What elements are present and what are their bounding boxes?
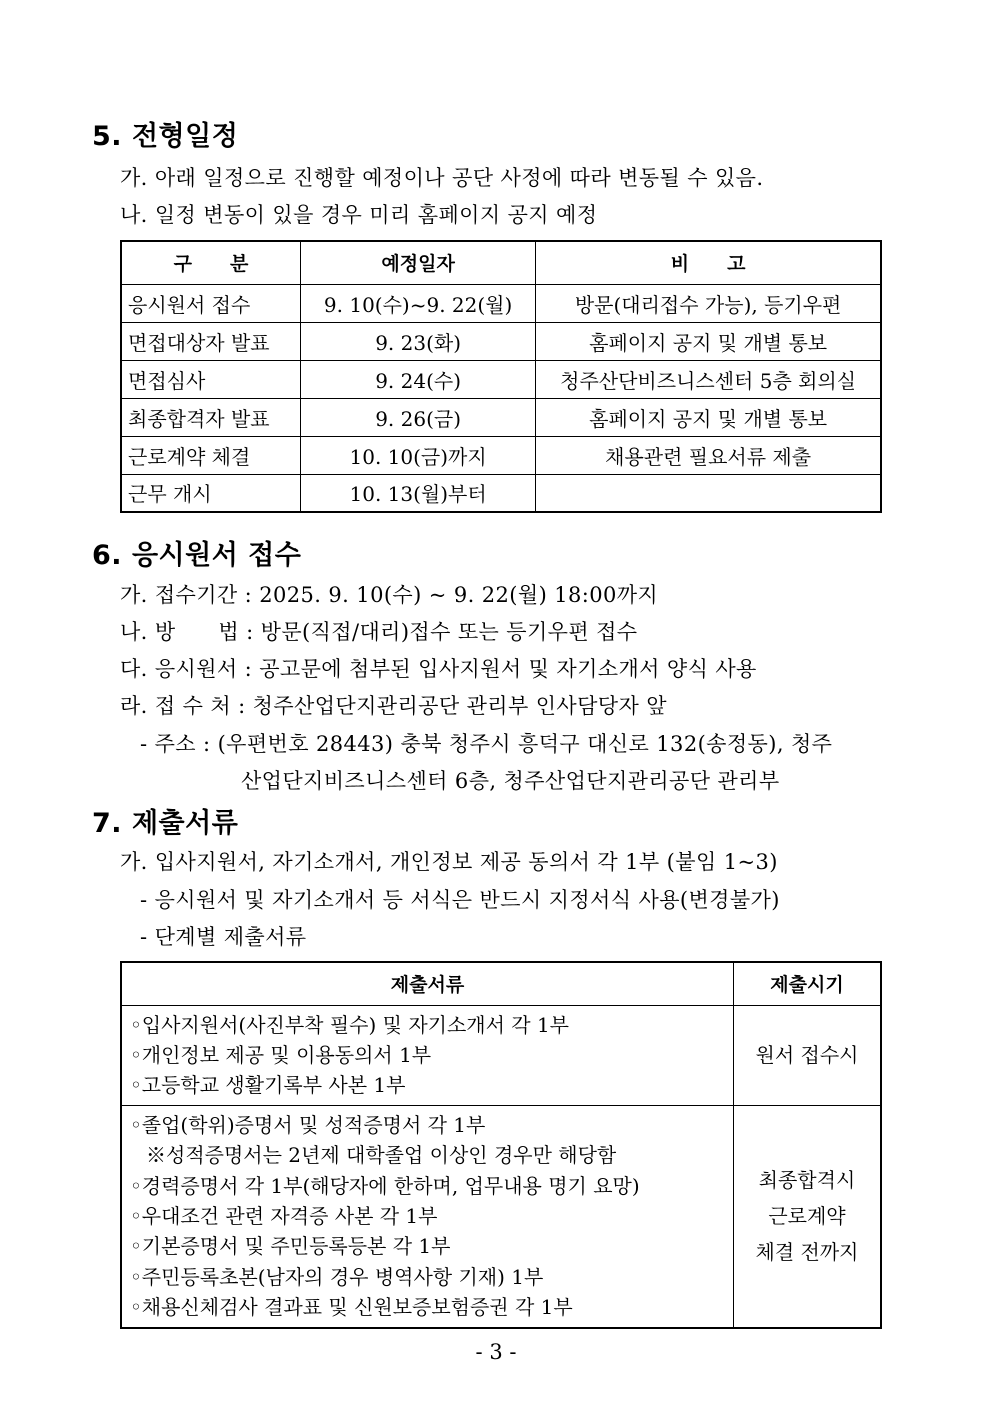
- list-item: ◦채용신체검사 결과표 및 신원보증보험증권 각 1부: [130, 1295, 573, 1320]
- section6-line-d: 라. 접 수 처 : 청주산업단지관리공단 관리부 인사담당자 앞: [120, 694, 667, 718]
- row-date: 9. 24(수): [300, 360, 535, 398]
- header-date: 예정일자: [300, 241, 535, 284]
- row-note: 채용관련 필요서류 제출: [536, 436, 881, 474]
- section6-line-c: 다. 응시원서 : 공고문에 첨부된 입사지원서 및 자기소개서 양식 사용: [120, 657, 757, 681]
- list-item: ◦기본증명서 및 주민등록등본 각 1부: [130, 1234, 451, 1259]
- row-note: 청주산단비즈니스센터 5층 회의실: [536, 360, 881, 398]
- row-date: 10. 10(금)까지: [300, 436, 535, 474]
- row-date: 9. 26(금): [300, 398, 535, 436]
- list-item: ◦졸업(학위)증명서 및 성적증명서 각 1부: [130, 1112, 486, 1137]
- timing-group-1: 원서 접수시: [733, 1005, 881, 1105]
- header-note: 비 고: [536, 241, 881, 284]
- section7-line-c: - 단계별 제출서류: [140, 925, 307, 949]
- table-row: [121, 360, 881, 398]
- table-row: [121, 1005, 881, 1105]
- row-date: 9. 10(수)~9. 22(월): [300, 284, 535, 322]
- documents-group-2: [121, 1105, 733, 1327]
- table-row: [121, 474, 881, 512]
- row-date: 10. 13(월)부터: [300, 474, 535, 512]
- section7-heading: 7. 제출서류: [92, 808, 239, 839]
- page-number: - 3 -: [475, 1340, 517, 1364]
- section6-address-1: - 주소 : (우편번호 28443) 충북 청주시 흥덕구 대신로 132(송정동), 청주: [140, 732, 833, 756]
- section6-line-a: 가. 접수기간 : 2025. 9. 10(수) ~ 9. 22(월) 18:00까지: [120, 583, 659, 607]
- header-documents: 제출서류: [121, 962, 733, 1005]
- documents-group-1: [121, 1005, 733, 1105]
- list-item: ◦입사지원서(사진부착 필수) 및 자기소개서 각 1부: [130, 1012, 569, 1037]
- timing-line: 최종합격시: [758, 1168, 856, 1193]
- table-row: [121, 1105, 881, 1327]
- list-item: ◦주민등록초본(남자의 경우 병역사항 기재) 1부: [130, 1264, 544, 1289]
- list-item: ◦고등학교 생활기록부 사본 1부: [130, 1073, 406, 1098]
- list-item: ◦경력증명서 각 1부(해당자에 한하며, 업무내용 명기 요망): [130, 1173, 640, 1198]
- schedule-header-row: [121, 241, 881, 284]
- timing-group-2: [733, 1105, 881, 1327]
- section6-address-2: 산업단지비즈니스센터 6층, 청주산업단지관리공단 관리부: [241, 769, 780, 793]
- timing-line: 근로계약: [768, 1204, 846, 1229]
- schedule-table: [120, 240, 882, 513]
- section7-line-a: 가. 입사지원서, 자기소개서, 개인정보 제공 동의서 각 1부 (붙임 1~3): [120, 850, 778, 874]
- section5-line-a: 가. 아래 일정으로 진행할 예정이나 공단 사정에 따라 변동될 수 있음.: [120, 166, 764, 190]
- section7-line-b: - 응시원서 및 자기소개서 등 서식은 반드시 지정서식 사용(변경불가): [140, 888, 780, 912]
- row-note: 방문(대리접수 가능), 등기우편: [536, 284, 881, 322]
- row-note: 홈페이지 공지 및 개별 통보: [536, 322, 881, 360]
- row-note: [536, 474, 881, 512]
- timing-line: 체결 전까지: [755, 1240, 859, 1265]
- header-category: 구 분: [121, 241, 300, 284]
- documents-table: [120, 961, 882, 1329]
- table-row: [121, 436, 881, 474]
- row-category: 면접대상자 발표: [121, 322, 300, 360]
- row-category: 응시원서 접수: [121, 284, 300, 322]
- row-date: 9. 23(화): [300, 322, 535, 360]
- header-timing: 제출시기: [733, 962, 881, 1005]
- row-category: 최종합격자 발표: [121, 398, 300, 436]
- list-item-note: ※성적증명서는 2년제 대학졸업 이상인 경우만 해당함: [146, 1143, 617, 1168]
- section5-line-b: 나. 일정 변동이 있을 경우 미리 홈페이지 공지 예정: [120, 203, 598, 227]
- table-row: [121, 398, 881, 436]
- row-category: 면접심사: [121, 360, 300, 398]
- section6-line-b: 나. 방 법 : 방문(직접/대리)접수 또는 등기우편 접수: [120, 620, 638, 644]
- row-category: 근무 개시: [121, 474, 300, 512]
- table-row: [121, 284, 881, 322]
- row-note: 홈페이지 공지 및 개별 통보: [536, 398, 881, 436]
- list-item: ◦우대조건 관련 자격증 사본 각 1부: [130, 1203, 438, 1228]
- section5-heading: 5. 전형일정: [92, 121, 239, 152]
- list-item: ◦개인정보 제공 및 이용동의서 1부: [130, 1042, 432, 1067]
- documents-header-row: [121, 962, 881, 1005]
- row-category: 근로계약 체결: [121, 436, 300, 474]
- table-row: [121, 322, 881, 360]
- section6-heading: 6. 응시원서 접수: [92, 540, 302, 571]
